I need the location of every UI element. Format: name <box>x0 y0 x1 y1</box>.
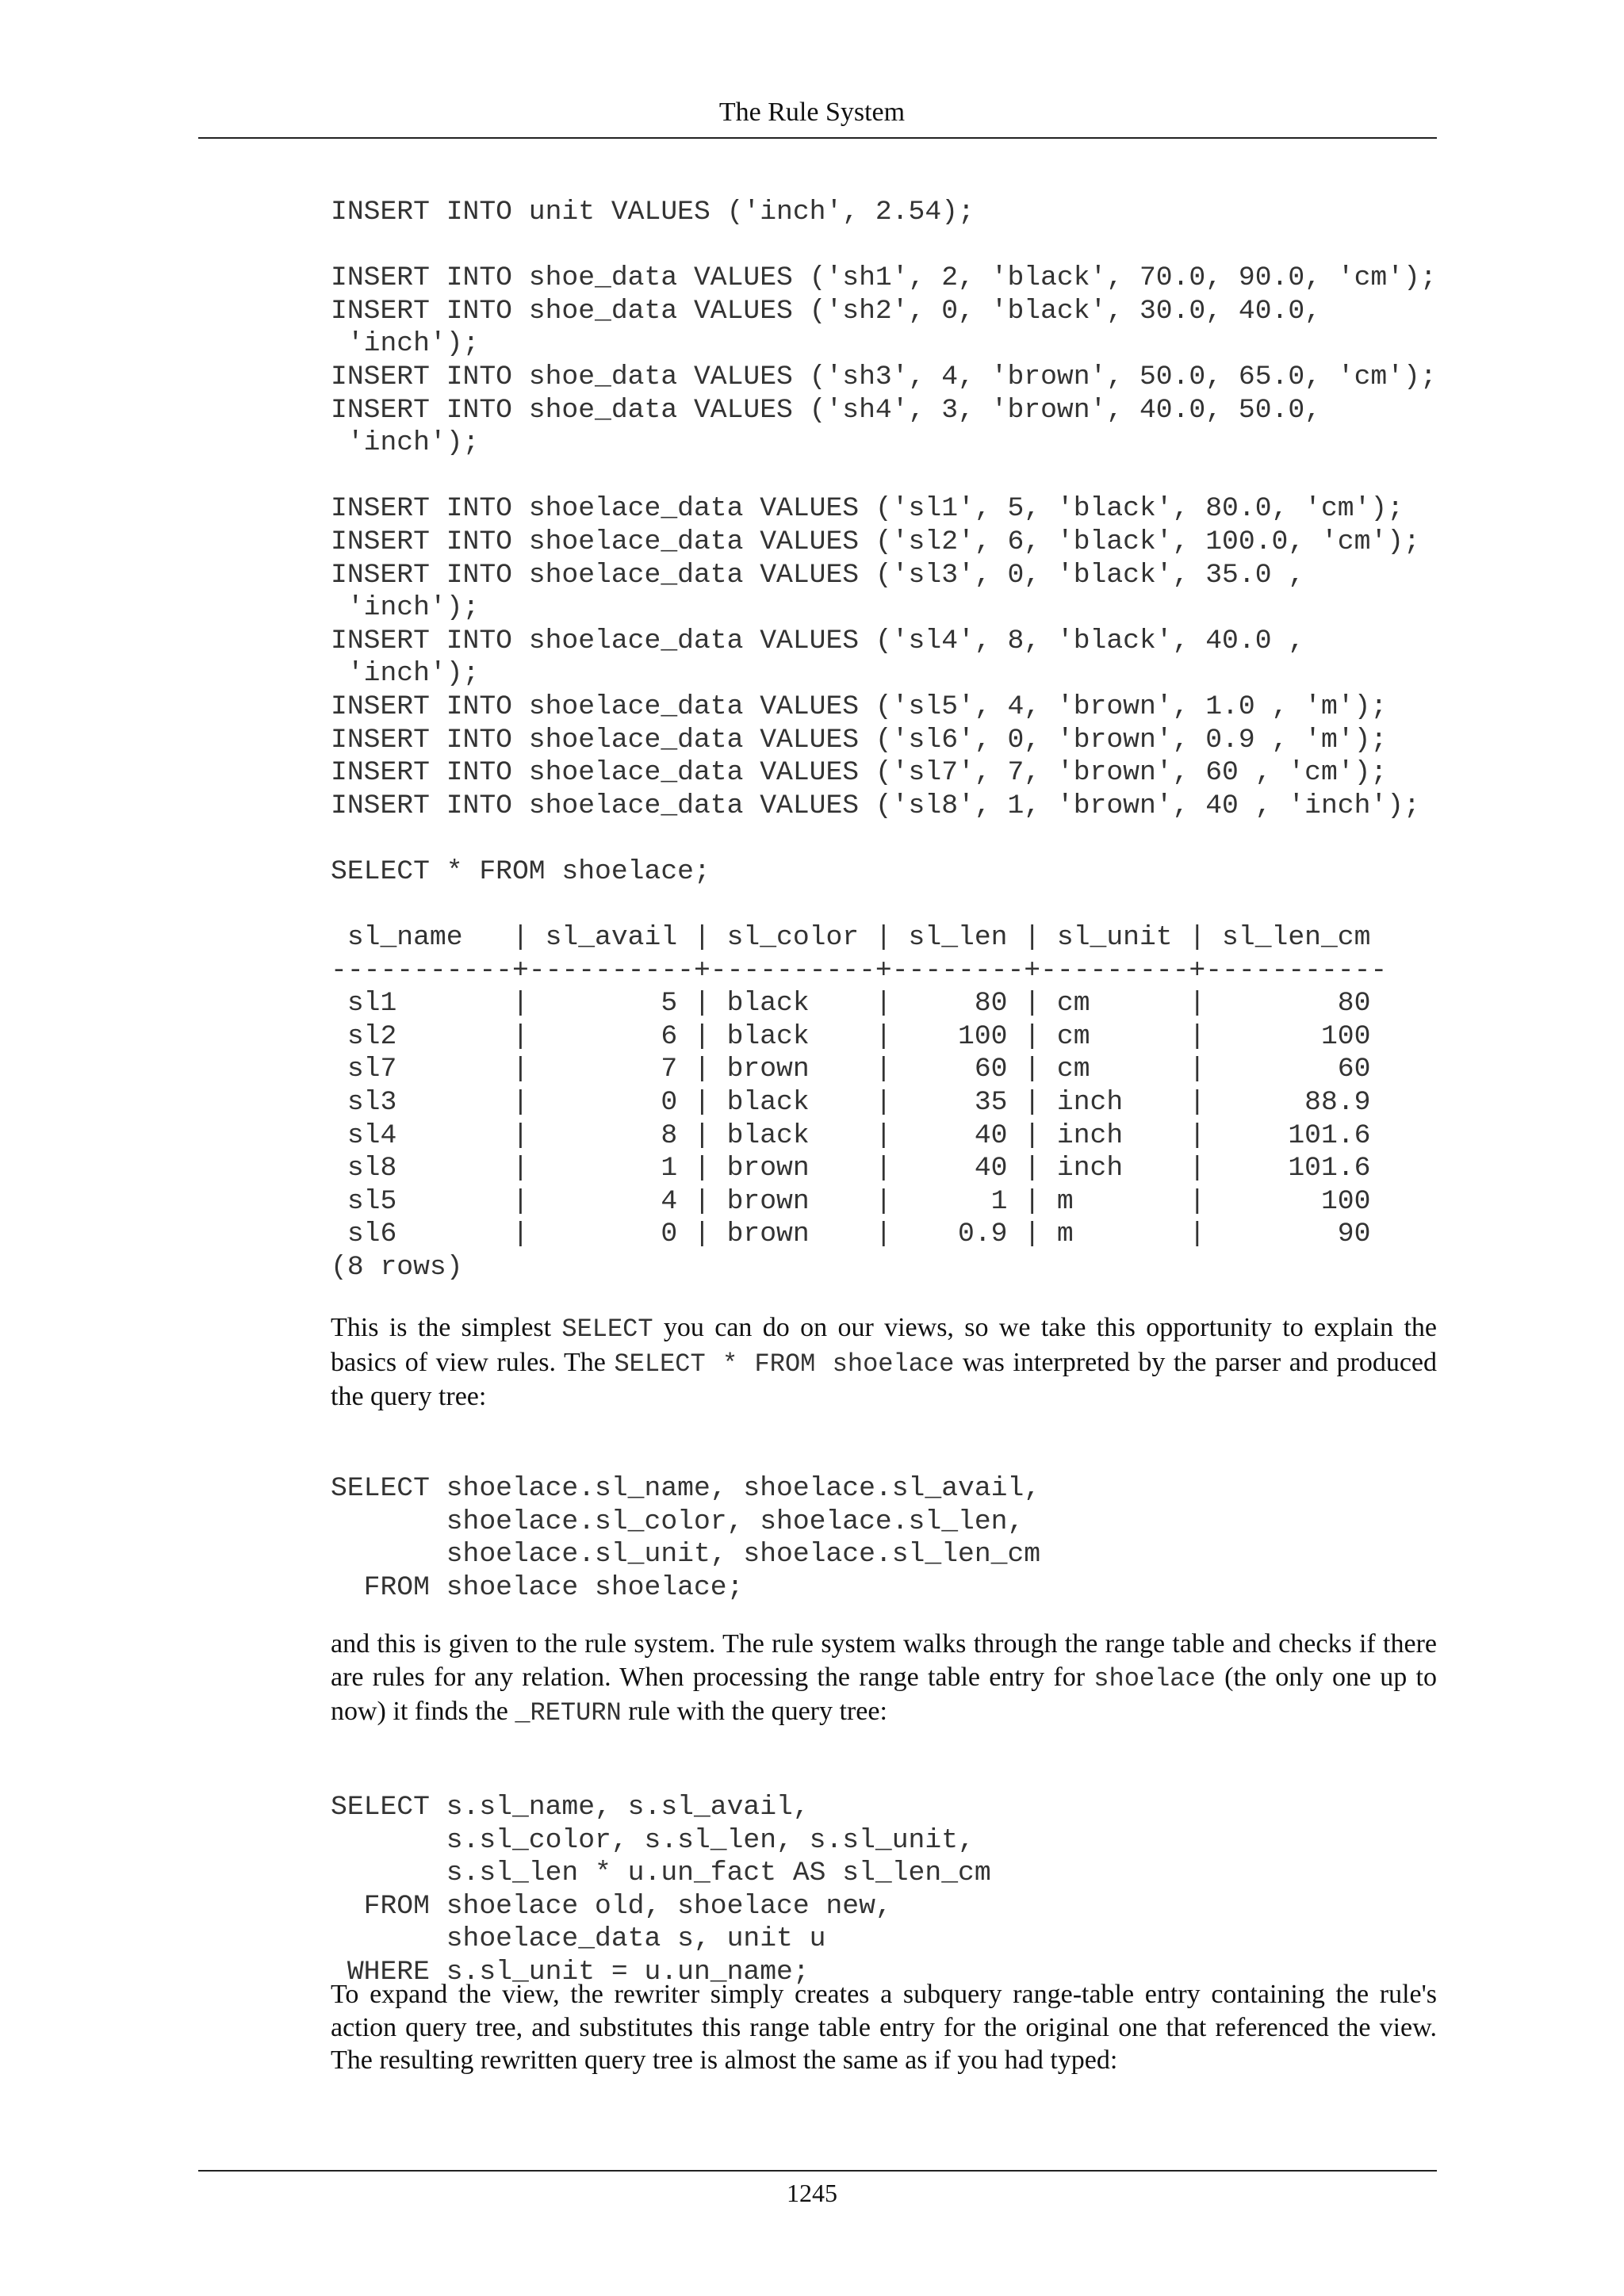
paragraph-text: (the only one up to now) it finds the <box>331 1662 1437 1727</box>
inline-code: SELECT * FROM shoelace <box>614 1349 955 1379</box>
footer-rule <box>198 2170 1437 2172</box>
query-tree-code-block-2: SELECT s.sl_name, s.sl_avail, s.sl_color, s.sl_len, s.sl_unit, s.sl_len * u.un_fact AS sl_len_cm FROM shoelace old, shoelace new, shoelace_data s, unit u WHERE s.sl_unit = u.un_name; <box>331 1792 991 1988</box>
paragraph-rule-system <box>331 1628 1437 1730</box>
paragraph-text: rule with the query tree: <box>621 1697 887 1727</box>
inline-code: shoelace <box>1094 1663 1216 1693</box>
paragraph-text: This is the simplest <box>331 1313 562 1342</box>
paragraph-simplest-select <box>331 1311 1437 1414</box>
running-header-title: The Rule System <box>718 98 906 127</box>
paragraph-text: was interpreted by the parser and produced the query tree: <box>331 1347 1438 1412</box>
insert-statements-and-result-code-block: INSERT INTO unit VALUES ('inch', 2.54); INSERT INTO shoe_data VALUES ('sh1', 2, 'black', 70.0, 90.0, 'cm'); INSERT INTO shoe_data VALUES ('sh2', 0, 'black', 30.0, 40.0, 'inch'); INSERT INTO shoe_data VALUES ('sh3', 4, 'brown', 50.0, 65.0, 'cm'); INSERT INTO shoe_data VALUES ('sh4', 3, 'brown', 40.0, 50.0, 'inch'); INSERT INTO shoelace_data VALUES ('sl1', 5, 'black', 80.0, 'cm'); INSERT INTO shoelace_data VALUES ('sl2', 6, 'black', 100.0, 'cm'); INSERT INTO shoelace_data VALUES ('sl3', 0, 'black', 35.0 , 'inch'); INSERT INTO shoelace_data VALUES ('sl4', 8, 'black', 40.0 , 'inch'); INSERT INTO shoelace_data VALUES ('sl5', 4, 'brown', 1.0 , 'm'); INSERT INTO shoelace_data VALUES ('sl6', 0, 'brown', 0.9 , 'm'); INSERT INTO shoelace_data VALUES ('sl7', 7, 'brown', 60 , 'cm'); INSERT INTO shoelace_data VALUES ('sl8', 1, 'brown', 40 , 'inch'); SELECT * FROM shoelace; sl_name | sl_avail | sl_color | sl_len | sl_unit | sl_len_cm -----------+----------+----------+--------+---------+----------- sl1 | 5 | black | 80 | cm | 80 sl2 | 6 | black | 100 | cm | 100 sl7 | 7 | brown | 60 | cm | 60 sl3 | 0 | black | 35 | inch | 88.9 sl4 | 8 | black | 40 | inch | 101.6 sl8 | 1 | brown | 40 | inch | 101.6 sl5 | 4 | brown | 1 | m | 100 sl6 | 0 | brown | 0.9 | m | 90 (8 rows) <box>331 197 1437 1283</box>
paragraph-text: and this is given to the rule system. The rule system walks through the range table and checks if there are rules for any relation. When processing the range table entry for <box>331 1629 1437 1692</box>
paragraph-text: To expand the view, the rewriter simply creates a subquery range-table entry containing the rule's action query tree, and substitutes this range table entry for the original one that referenced the view. The resulting rewritten query tree is almost the same as if you had typed: <box>331 1980 1437 2076</box>
page-number: 1245 <box>787 2179 837 2207</box>
inline-code: _RETURN <box>515 1698 622 1728</box>
query-tree-code-block-1: SELECT shoelace.sl_name, shoelace.sl_avail, shoelace.sl_color, shoelace.sl_len, shoelace.sl_unit, shoelace.sl_len_cm FROM shoelace shoelace; <box>331 1473 1041 1603</box>
header-rule <box>198 137 1437 139</box>
paragraph-expand-view <box>331 1978 1437 2077</box>
inline-code: SELECT <box>561 1314 653 1344</box>
paragraph-text: you can do on our views, so we take this opportunity to explain the basics of view rules. The <box>331 1313 1437 1377</box>
